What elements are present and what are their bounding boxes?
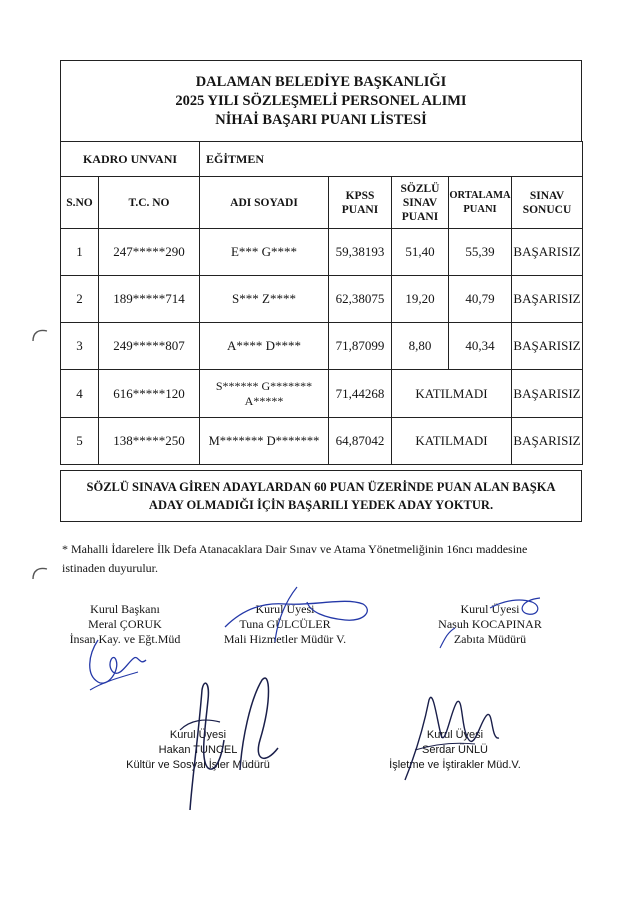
cell-kpss: 64,87042 — [329, 418, 392, 465]
cell-ortalama: 40,34 — [449, 323, 512, 370]
cell-sozlu: 8,80 — [392, 323, 449, 370]
cell-sonuc: BAŞARISIZ — [512, 276, 583, 323]
cell-katilmadi: KATILMADI — [392, 370, 512, 418]
cell-kpss: 71,87099 — [329, 323, 392, 370]
signature-title: Kurul Üyesi — [426, 729, 484, 741]
col-header-tc: T.C. NO — [99, 177, 200, 229]
signature-role: Mali Hizmetler Müdür V. — [223, 632, 347, 646]
table-row — [61, 229, 583, 276]
cell-sno: 2 — [61, 276, 99, 323]
cell-kpss: 59,38193 — [329, 229, 392, 276]
institution-title: DALAMAN BELEDİYE BAŞKANLIĞI — [195, 74, 447, 90]
signature-block-chair — [60, 602, 190, 647]
signature-role: İşletme ve İştirakler Müd.V. — [389, 759, 521, 771]
cell-name-line2: A***** — [244, 393, 284, 408]
cell-name: E*** G**** — [200, 229, 329, 276]
col-header-sonuc-line2: SONUCU — [522, 203, 572, 216]
col-header-name: ADI SOYADI — [200, 177, 329, 229]
regulation-note-line2: istinaden duyurulur. — [62, 561, 158, 575]
signature-title: Kurul Üyesi — [169, 729, 227, 741]
cell-kpss: 71,44268 — [329, 370, 392, 418]
cell-sonuc: BAŞARISIZ — [512, 323, 583, 370]
cell-sonuc: BAŞARISIZ — [512, 418, 583, 465]
col-header-ortalama-line1: ORTALAMA — [449, 189, 511, 201]
regulation-note-line1: * Mahalli İdarelere İlk Defa Atanacaklara Dair Sınav ve Atama Yönetmeliğinin 16ncı maddesine — [62, 542, 528, 556]
cell-name: M******* D******* — [200, 418, 329, 465]
cell-kpss: 62,38075 — [329, 276, 392, 323]
kadro-value: EĞİTMEN — [200, 142, 583, 177]
cell-ortalama: 40,79 — [449, 276, 512, 323]
signature-block-member-police — [410, 602, 570, 647]
list-title: NİHAİ BAŞARI PUANI LİSTESİ — [215, 112, 427, 128]
cell-tc: 249*****807 — [99, 323, 200, 370]
notice-line2: ADAY OLMADIĞI İÇİN BAŞARILI YEDEK ADAY YOKTUR. — [148, 498, 494, 512]
col-header-ortalama — [449, 177, 512, 229]
col-header-sozlu-line2: SINAV — [402, 196, 438, 209]
col-header-sozlu-line1: SÖZLÜ — [400, 182, 440, 195]
cell-name: S*** Z**** — [200, 276, 329, 323]
punch-hole-mark — [30, 563, 50, 583]
signature-block-member-finance — [205, 602, 365, 647]
cell-sozlu: 51,40 — [392, 229, 449, 276]
signature-block-member-culture — [108, 728, 288, 773]
cell-tc: 189*****714 — [99, 276, 200, 323]
table-row — [61, 323, 583, 370]
cell-sozlu: 19,20 — [392, 276, 449, 323]
col-header-kpss-line2: PUANI — [341, 203, 379, 216]
cell-sno: 4 — [61, 370, 99, 418]
table-row — [61, 418, 583, 465]
col-header-kpss — [329, 177, 392, 229]
cell-katilmadi: KATILMADI — [392, 418, 512, 465]
signature-role: Kültür ve Sosyal İşler Müdürü — [126, 759, 270, 771]
results-table — [60, 141, 583, 465]
signature-title: Kurul Başkanı — [90, 602, 160, 616]
cell-sno: 5 — [61, 418, 99, 465]
signature-title: Kurul Üyesi — [255, 602, 315, 616]
col-header-sonuc — [512, 177, 583, 229]
signature-name: Meral ÇORUK — [88, 617, 162, 631]
signature-name: Tuna GÜLCÜLER — [239, 617, 331, 631]
cell-name-line1: S****** G******* — [215, 378, 313, 393]
cell-sno: 3 — [61, 323, 99, 370]
recruitment-title: 2025 YILI SÖZLEŞMELİ PERSONEL ALIMI — [175, 93, 467, 109]
col-header-ortalama-line2: PUANI — [463, 203, 497, 215]
signature-name: Serdar ÜNLÜ — [421, 744, 489, 756]
table-row — [61, 370, 583, 418]
cell-ortalama: 55,39 — [449, 229, 512, 276]
col-header-sozlu — [392, 177, 449, 229]
cell-tc: 616*****120 — [99, 370, 200, 418]
col-header-sonuc-line1: SINAV — [529, 189, 565, 202]
notice-line1: SÖZLÜ SINAVA GİREN ADAYLARDAN 60 PUAN ÜZERİNDE PUAN ALAN BAŞKA — [86, 480, 556, 494]
cell-sonuc: BAŞARISIZ — [512, 229, 583, 276]
no-reserve-notice — [60, 470, 582, 522]
signature-title: Kurul Üyesi — [460, 602, 520, 616]
cell-tc: 247*****290 — [99, 229, 200, 276]
col-header-kpss-line1: KPSS — [345, 189, 375, 202]
cell-name — [200, 370, 329, 418]
cell-sonuc: BAŞARISIZ — [512, 370, 583, 418]
table-row — [61, 276, 583, 323]
col-header-sno: S.NO — [61, 177, 99, 229]
signature-name: Nasuh KOCAPINAR — [438, 617, 542, 631]
cell-sno: 1 — [61, 229, 99, 276]
signature-name: Hakan TUNCEL — [158, 744, 238, 756]
kadro-row — [61, 142, 583, 177]
document-title-box — [60, 60, 582, 142]
col-header-sozlu-line3: PUANI — [401, 210, 439, 223]
cell-tc: 138*****250 — [99, 418, 200, 465]
cell-name: A**** D**** — [200, 323, 329, 370]
punch-hole-mark — [30, 325, 50, 345]
column-header-row — [61, 177, 583, 229]
regulation-note — [62, 540, 582, 578]
signature-role: Zabıta Müdürü — [453, 632, 527, 646]
signature-block-member-enterprises — [375, 728, 535, 773]
signature-role: İnsan Kay. ve Eğt.Müd — [69, 632, 181, 646]
kadro-label: KADRO UNVANI — [61, 142, 200, 177]
